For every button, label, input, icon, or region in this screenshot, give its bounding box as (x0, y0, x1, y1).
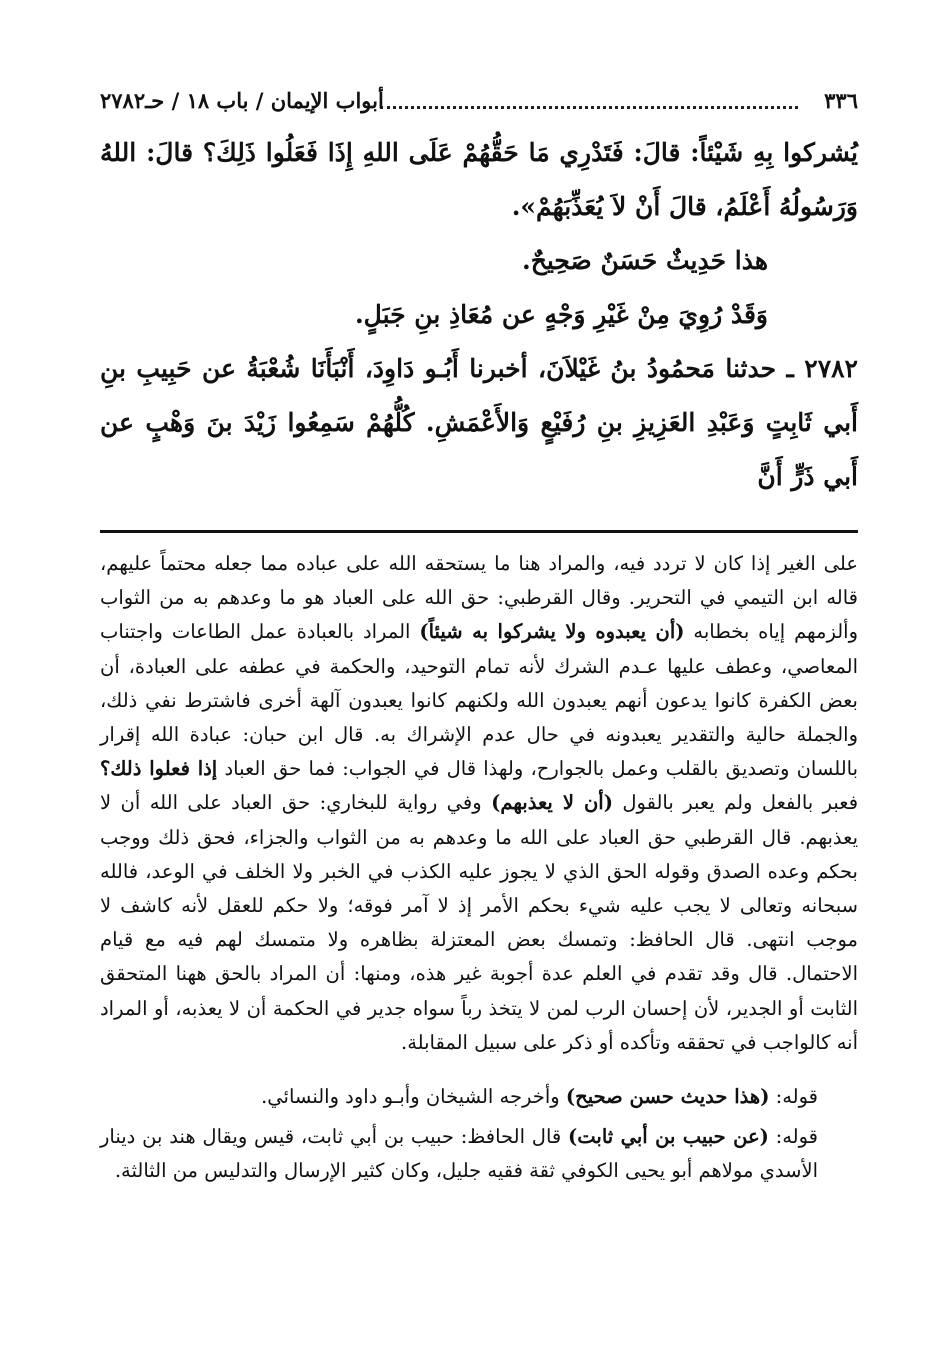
commentary-text: على الغير إذا كان لا تردد فيه، والمراد هنا ما يستحقه الله على عباده مما جعله محتماً عليهم، قاله ابن التيمي في التحرير. وقال القرطبي: حق الله على العباد هو ما وعدهم به من الثواب وألزمهم إياه بخطابه (100, 552, 859, 644)
quoted-phrase: إذا فعلوا ذلك؟ (100, 757, 218, 781)
commentary-paragraph-2 (100, 1080, 858, 1114)
hadith-number: ٢٧٨٢ (804, 354, 858, 383)
commentary-text: قال الحافظ: حبيب بن أبي ثابت، قيس ويقال هند بن دينار الأسدي مولاهم أبو يحيى الكوفي ثقة فقيه جليل، وكان كثير الإرسال والتدليس من الثالثة. (100, 1125, 818, 1183)
header-dot-leader (380, 106, 798, 109)
commentary-lead: قوله: (775, 1125, 819, 1149)
footnote-separator (100, 530, 858, 533)
commentary-text: وفي رواية للبخاري: حق العباد على الله أن لا يعذبهم. قال القرطبي حق العباد على الله ما وعدهم به من الثواب والجزاء، فحق ذلك ووجب بحكم وعده الصدق وقوله الحق الذي لا يجوز عليه الكذب في الخبر ولا الخلف في الوعد، فالله سبحانه وتعالى لا يجب عليه شيء بحكم الأمر إذ لا آمر فوقه؛ ولا حكم للعقل لأنه كاشف لا موجب انتهى. قال الحافظ: وتمسك بعض المعتزلة بظاهره ولا متمسك لهم فيه مع قيام الاحتمال. قال وقد تقدم في العلم عدة أجوبة غير هذه، ومنها: أن المراد بالحق ههنا المتحقق الثابت أو الجدير، لأن إحسان الرب لمن لا يتخذ رباً سواه جدير في الحكمة أن لا يعذبه، أو المراد أنه كالواجب في تحققه وتأكده أو ذكر على سبيل المقابلة. (100, 791, 858, 1054)
quoted-phrase: (أن لا يعذبهم) (491, 791, 613, 815)
hadith-grade: هذا حَدِيثٌ حَسَنٌ صَحِيحٌ. (522, 246, 768, 275)
commentary-paragraph-3 (100, 1120, 858, 1188)
commentary-lead: قوله: (775, 1085, 818, 1109)
quoted-phrase: (عن حبيب بن أبي ثابت) (568, 1125, 769, 1149)
hadith-2782-text: ـ حدثنا مَحمُودُ بنُ غَيْلاَنَ، أخبرنا أَبُـو دَاوِدَ، أَنْبَأَنَا شُعْبَةُ عن حَبِيبِ بنِ أَبي ثَابِتٍ وَعَبْدِ العَزِيزِ بنِ رُفَيْعٍ وَالأَعْمَشِ. كُلُّهُمْ سَمِعُوا زَيْدَ بنَ وَهْبٍ عن أَبي ذَرٍّ أَنَّ (100, 354, 858, 491)
hadith-note: وَقَدْ رُوِيَ مِنْ غَيْرِ وَجْهٍ عن مُعَاذِ بنِ جَبَلٍ. (354, 300, 768, 329)
book-page (100, 86, 858, 1189)
quoted-phrase: (هذا حديث حسن صحيح) (565, 1085, 770, 1109)
commentary-text: فعبر بالفعل ولم يعبر بالقول (622, 791, 859, 815)
commentary (100, 547, 858, 1189)
quoted-phrase: (أن يعبدوه ولا يشركوا به شيئاً) (419, 620, 685, 644)
hadith-text (100, 126, 858, 504)
page-number: ٣٣٦ (824, 88, 858, 113)
running-title: أبواب الإيمان / باب ١٨ / حـ٢٧٨٢ (100, 88, 384, 113)
hadith-continuation: يُشركوا بِهِ شَيْئاً: قالَ: فَتَدْرِي مَا حَقُّهُمْ عَلَى اللهِ إِذَا فَعَلُوا ذَلِكَ؟ قالَ: اللهُ وَرَسُولُهُ أَعْلَمُ، قالَ أَنْ لاَ يُعَذِّبَهُمْ». (100, 138, 858, 221)
commentary-paragraph-1 (100, 547, 858, 1060)
commentary-text: المراد بالعبادة عمل الطاعات واجتناب المعاصي، وعطف عليها عـدم الشرك لأنه تمام التوحيد، والحكمة في عطفه على العبادة، أن بعض الكفرة كانوا يدعون أنهم يعبدون الله ولكنهم كانوا يعبدون آلهة أخرى فاشترط نفي ذلك، والجملة حالية والتقدير يعبدونه في حال عدم الإشراك به. قال ابن حبان: عبادة الله إقرار باللسان وتصديق بالقلب وعمل بالجوارح، ولهذا قال في الجواب: فما حق العباد (100, 620, 859, 781)
commentary-text: وأخرجه الشيخان وأبـو داود والنسائي. (261, 1085, 560, 1109)
page-header (100, 86, 858, 126)
hadith-2782 (100, 342, 858, 504)
